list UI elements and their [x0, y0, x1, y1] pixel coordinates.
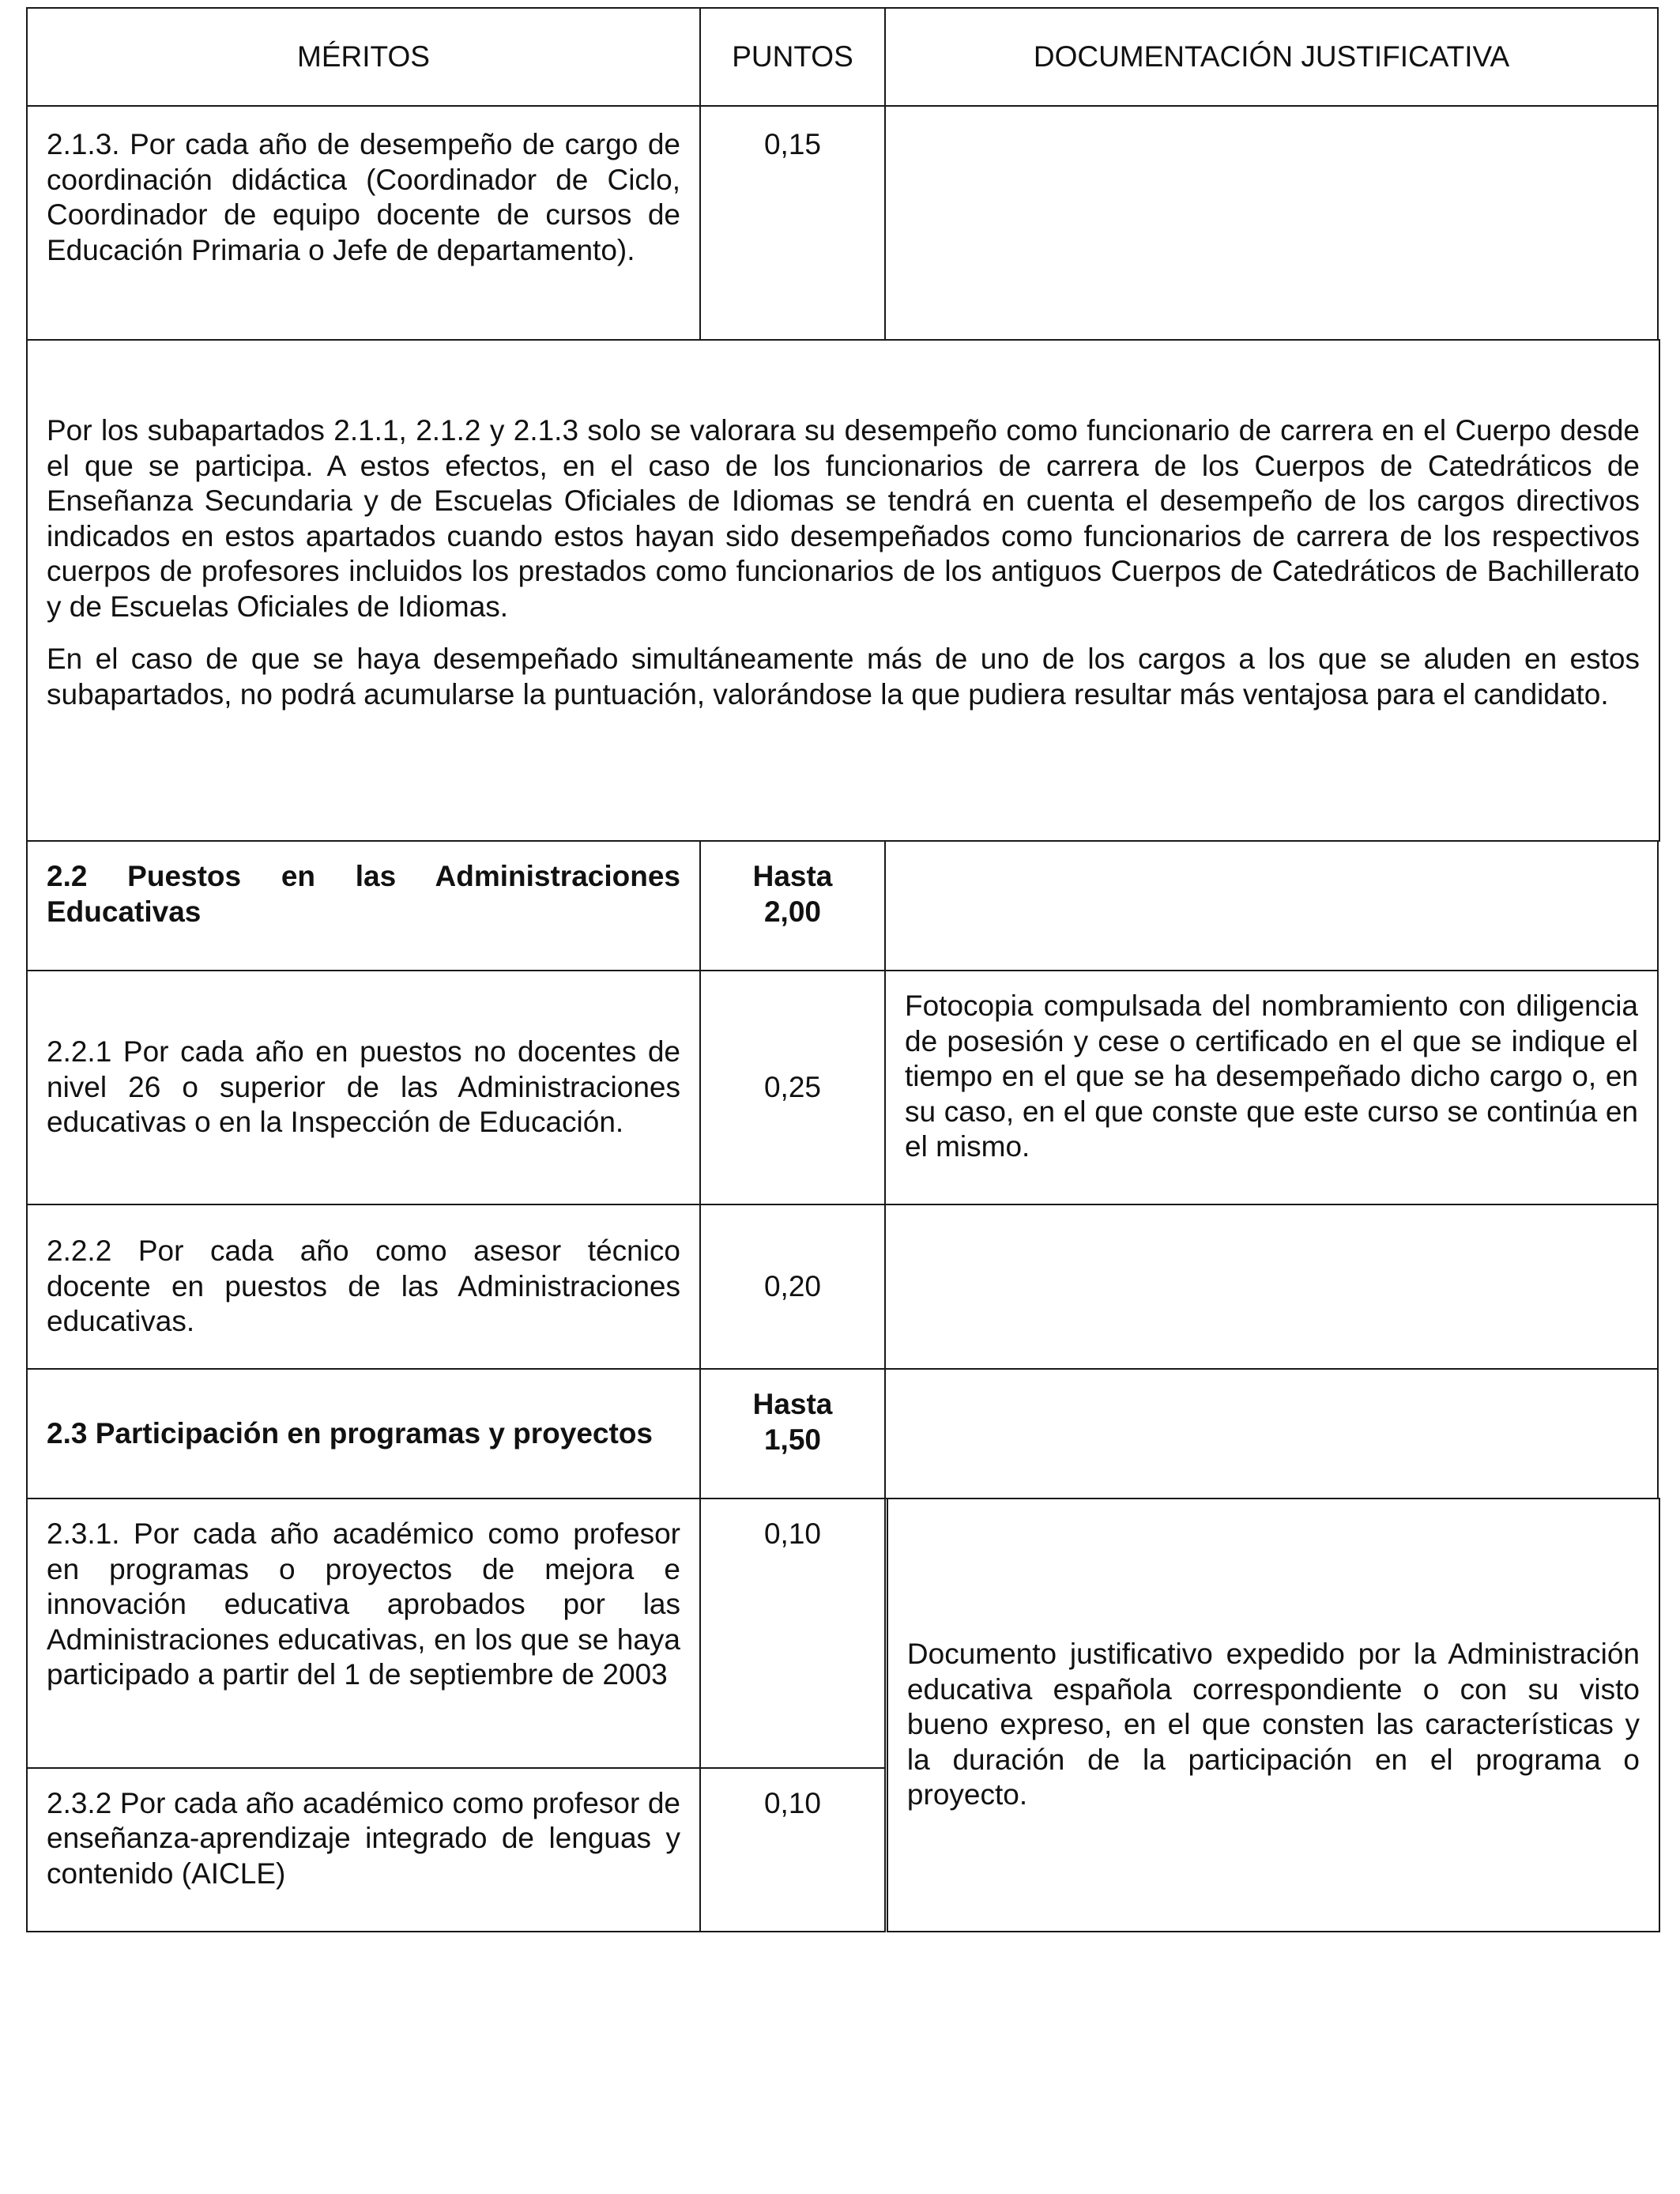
block-2-3-left [27, 1498, 887, 1932]
table-row-2-2-2 [27, 1204, 1659, 1369]
puntos-2-2-1-text: 0,25 [763, 1070, 821, 1103]
documentacion-2-3: Documento justificativo expedido por la Administración educativa española correspondiente o con su visto bueno expreso, en el que consten las características y la duración de la participación en el programa o proyecto. [887, 1498, 1660, 1932]
note-paragraph-2: En el caso de que se haya desempeñado simultáneamente más de uno de los cargos a los que se aluden en estos subapartados, no podrá acumularse la puntuación, valorándose la que pudiera resultar más ventajosa para el candidato. [47, 643, 1640, 711]
merito-2-2-1 [26, 970, 701, 1205]
merito-2-3-1: 2.3.1. Por cada año académico como profesor en programas o proyectos de mejora e innovación educativa aprobados por las Administraciones educativas, en los que se haya participado a partir del 1 de septiembre de 2003 [26, 1498, 701, 1769]
header-documentacion: DOCUMENTACIÓN JUSTIFICATIVA [884, 7, 1659, 107]
documentacion-2-2-2 [884, 1204, 1659, 1370]
table-row-2-1-3 [27, 106, 1659, 340]
puntos-2-2-2-text: 0,20 [763, 1269, 821, 1302]
table-row-2-3-1 [27, 1498, 887, 1768]
section-2-3-title-text: 2.3 Participación en programas y proyectos [47, 1416, 654, 1449]
table-row-section-2-2 [27, 841, 1659, 971]
merito-2-1-3: 2.1.3. Por cada año de desempeño de cargo de coordinación didáctica (Coordinador de Ciclo, Coordinador de equipo docente de cursos de Educación Primaria o Jefe de departamento). [26, 105, 701, 341]
puntos-2-3-2: 0,10 [699, 1767, 886, 1932]
section-2-3-documentacion [884, 1368, 1659, 1499]
documentacion-2-2-1: Fotocopia compulsada del nombramiento con diligencia de posesión y cese o certificado en el que se indique el tiempo en el que se ha desempeñado dicho cargo o, en su caso, en el que conste que este curso se continúa en el mismo. [884, 970, 1659, 1205]
section-2-3-title [26, 1368, 701, 1499]
table-header-row [27, 8, 1659, 106]
merito-2-2-1-text: 2.2.1 Por cada año en puestos no docentes de nivel 26 o superior de las Administraciones educativas o en la Inspección de Educación. [47, 1035, 680, 1139]
table-block-2-3 [27, 1498, 1659, 1932]
section-2-3-puntos [699, 1368, 886, 1499]
merito-2-3-2: 2.3.2 Por cada año académico como profesor de enseñanza-aprendizaje integrado de lenguas y contenido (AICLE) [26, 1767, 701, 1932]
puntos-2-1-3: 0,15 [699, 105, 886, 341]
table-row-2-2-1 [27, 971, 1659, 1204]
table-row-2-3-2 [27, 1768, 887, 1932]
puntos-2-3-1: 0,10 [699, 1498, 886, 1769]
merito-2-2-2 [26, 1204, 701, 1370]
documentacion-2-1-3 [884, 105, 1659, 341]
table-row-note [27, 340, 1659, 841]
section-2-2-puntos [699, 840, 886, 971]
puntos-2-2-2 [699, 1204, 886, 1370]
section-2-3-puntos-line1: Hasta [752, 1388, 833, 1420]
table-row-section-2-3 [27, 1369, 1659, 1498]
section-2-2-documentacion [884, 840, 1659, 971]
note-cell [26, 339, 1660, 842]
puntos-2-2-1 [699, 970, 886, 1205]
section-2-2-puntos-line1: Hasta [752, 860, 833, 892]
section-2-3-puntos-line2: 1,50 [763, 1423, 821, 1456]
merito-2-2-2-text: 2.2.2 Por cada año como asesor técnico docente en puestos de las Administraciones educativas. [47, 1235, 680, 1338]
header-meritos: MÉRITOS [26, 7, 701, 107]
header-puntos: PUNTOS [699, 7, 886, 107]
section-2-2-puntos-line2: 2,00 [763, 895, 821, 928]
section-2-2-title: 2.2 Puestos en las Administraciones Educativas [26, 840, 701, 971]
merits-table [27, 8, 1659, 1932]
note-paragraph-1: Por los subapartados 2.1.1, 2.1.2 y 2.1.3 solo se valorara su desempeño como funcionario de carrera en el Cuerpo desde el que se participa. A estos efectos, en el caso de los funcionarios de carrera de los Cuerpos de Catedráticos de Enseñanza Secundaria y de Escuelas Oficiales de Idiomas se tendrá en cuenta el desempeño de los cargos directivos indicados en estos apartados cuando estos hayan sido desempeñados como funcionarios de carrera de los respectivos cuerpos de profesores incluidos los prestados como funcionarios de los antiguos Cuerpos de Catedráticos de Bachillerato y de Escuelas Oficiales de Idiomas. [47, 414, 1640, 623]
